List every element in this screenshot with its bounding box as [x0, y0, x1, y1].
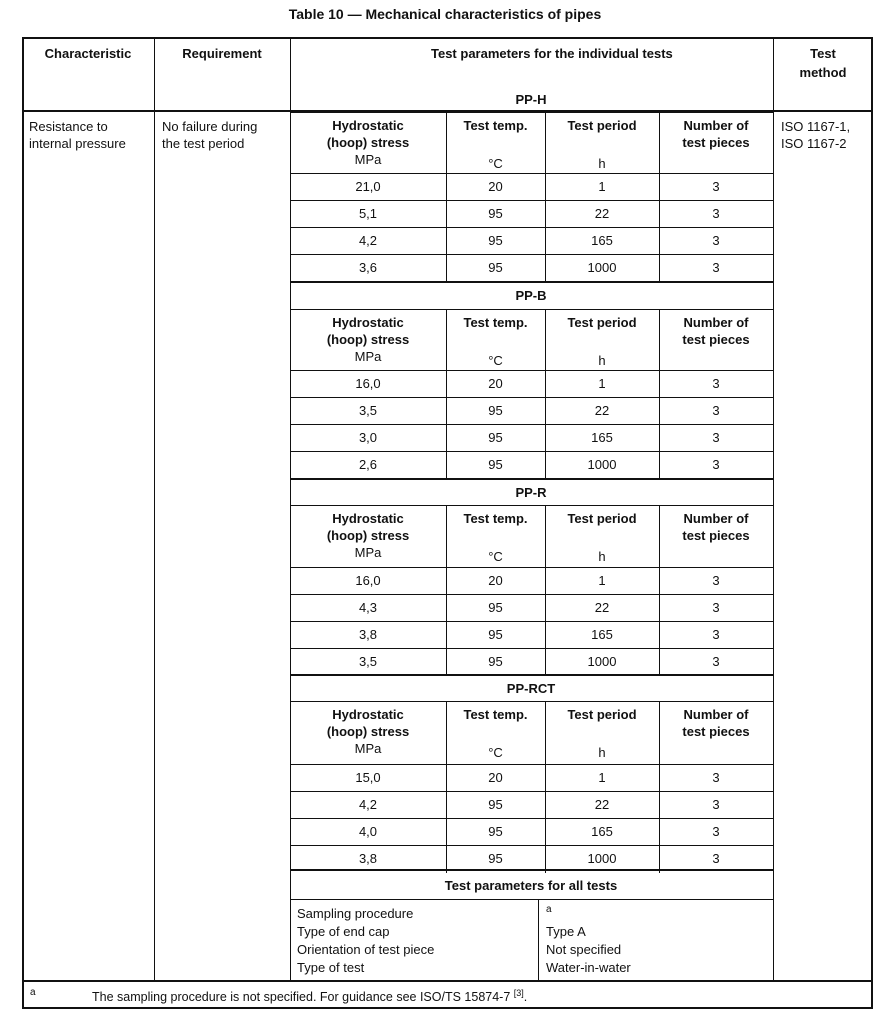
table-cell: 1 [598, 376, 606, 391]
all-tests-label: Orientation of test piece [297, 942, 435, 957]
col-header-stress-unit: MPa [354, 741, 382, 756]
footnote-body: The sampling procedure is not specified. For guidance see ISO/TS 15874-7 [92, 990, 514, 1004]
table-cell: 22 [594, 206, 610, 221]
table-cell: 95 [488, 457, 503, 472]
row-rule [290, 370, 773, 371]
col-header-temp-unit: °C [488, 353, 503, 368]
all-tests-rule [290, 869, 773, 871]
table-cell: 3,8 [358, 851, 378, 866]
all-tests-value: Not specified [546, 942, 622, 957]
table-cell: 1000 [587, 654, 617, 669]
material-rule [290, 674, 773, 676]
row-rule [290, 621, 773, 622]
col-header-stress: Hydrostatic [332, 707, 404, 722]
table-cell: 3 [712, 600, 720, 615]
table-cell: 20 [488, 573, 503, 588]
table-cell: 3 [712, 797, 720, 812]
table-cell: 20 [488, 770, 503, 785]
col-header-period: Test period [567, 315, 637, 330]
test-method-text: ISO 1167-2 [781, 136, 847, 151]
material-title: PP-R [515, 485, 547, 500]
row-rule [290, 451, 773, 452]
col-header-period-unit: h [598, 549, 606, 564]
material-title-rule [290, 309, 773, 310]
col-header-pieces: test pieces [682, 332, 750, 347]
row-rule [290, 818, 773, 819]
col-header-pieces: test pieces [682, 724, 750, 739]
all-tests-label: Type of end cap [297, 924, 390, 939]
table-cell: 3,8 [358, 627, 378, 642]
table-cell: 95 [488, 824, 503, 839]
header-requirement: Requirement [182, 46, 262, 61]
all-tests-label: Type of test [297, 960, 365, 975]
header-characteristic: Characteristic [44, 46, 132, 61]
material-title: PP-RCT [506, 681, 556, 696]
all-tests-title-rule [290, 899, 773, 900]
col-header-temp-unit: °C [488, 549, 503, 564]
characteristic-text: Resistance to [29, 119, 108, 134]
test-method-text: ISO 1167-1, [781, 119, 851, 134]
table-cell: 22 [594, 600, 610, 615]
row-rule [290, 227, 773, 228]
header-test-method: Test [810, 46, 836, 61]
table-cell: 3 [712, 206, 720, 221]
table-caption: Table 10 — Mechanical characteristics of pipes [288, 6, 602, 22]
col-header-stress: Hydrostatic [332, 511, 404, 526]
table-cell: 3,6 [358, 260, 378, 275]
table-cell: 165 [591, 824, 613, 839]
col-header-stress: (hoop) stress [326, 135, 410, 150]
table-cell: 165 [591, 233, 613, 248]
col-header-period: Test period [567, 707, 637, 722]
table-cell: 1 [598, 573, 606, 588]
column-divider [154, 37, 155, 981]
material-title-rule [290, 701, 773, 702]
table-cell: 95 [488, 600, 503, 615]
subcolumn-divider [545, 505, 546, 676]
all-tests-value: Type A [546, 924, 586, 939]
col-header-stress: Hydrostatic [332, 118, 404, 133]
table-cell: 3 [712, 627, 720, 642]
table-cell: 95 [488, 627, 503, 642]
table-cell: 3 [712, 260, 720, 275]
row-rule [290, 424, 773, 425]
subcolumn-divider [545, 701, 546, 873]
all-tests-value: a [546, 904, 552, 915]
subcolumn-divider [545, 309, 546, 480]
material-rule [290, 281, 773, 283]
col-header-temp: Test temp. [463, 315, 528, 330]
table-cell: 3,0 [358, 430, 378, 445]
table-cell: 165 [591, 627, 613, 642]
row-rule [290, 200, 773, 201]
table-cell: 3 [712, 851, 720, 866]
table-cell: 16,0 [355, 573, 381, 588]
table-cell: 4,0 [358, 824, 378, 839]
col-header-pieces: Number of [683, 511, 749, 526]
row-rule [290, 173, 773, 174]
table-cell: 3 [712, 824, 720, 839]
col-header-stress-unit: MPa [354, 545, 382, 560]
col-header-period-unit: h [598, 745, 606, 760]
table-cell: 4,2 [358, 797, 378, 812]
col-header-pieces: test pieces [682, 528, 750, 543]
header-test-method: method [799, 65, 847, 80]
footnote-text [92, 988, 527, 1006]
col-header-temp: Test temp. [463, 118, 528, 133]
table-cell: 1 [598, 770, 606, 785]
table-cell: 1000 [587, 851, 617, 866]
table-cell: 22 [594, 403, 610, 418]
row-rule [290, 845, 773, 846]
col-header-period: Test period [567, 511, 637, 526]
table-cell: 95 [488, 206, 503, 221]
material-rule [290, 478, 773, 480]
subcolumn-divider [545, 112, 546, 283]
footnote-mark: a [30, 987, 36, 998]
table-cell: 2,6 [358, 457, 378, 472]
table-cell: 3 [712, 430, 720, 445]
row-rule [290, 791, 773, 792]
col-header-period: Test period [567, 118, 637, 133]
col-header-temp-unit: °C [488, 745, 503, 760]
table-cell: 20 [488, 376, 503, 391]
col-header-period-unit: h [598, 353, 606, 368]
table-cell: 22 [594, 797, 610, 812]
col-header-temp: Test temp. [463, 707, 528, 722]
col-header-pieces: test pieces [682, 135, 750, 150]
material-title-rule [290, 112, 773, 113]
table-cell: 21,0 [355, 179, 381, 194]
row-rule [290, 594, 773, 595]
characteristic-text: internal pressure [29, 136, 126, 151]
col-header-temp-unit: °C [488, 156, 503, 171]
material-title: PP-H [515, 92, 547, 107]
row-rule [290, 397, 773, 398]
col-header-temp: Test temp. [463, 511, 528, 526]
table-cell: 16,0 [355, 376, 381, 391]
table-cell: 4,2 [358, 233, 378, 248]
col-header-stress: Hydrostatic [332, 315, 404, 330]
material-title-rule [290, 505, 773, 506]
col-header-pieces: Number of [683, 118, 749, 133]
table-cell: 4,3 [358, 600, 378, 615]
row-rule [290, 648, 773, 649]
table-cell: 165 [591, 430, 613, 445]
mechanical-characteristics-table [22, 37, 873, 1009]
table-cell: 3 [712, 654, 720, 669]
table-cell: 1000 [587, 457, 617, 472]
table-cell: 3 [712, 573, 720, 588]
all-tests-divider [538, 899, 539, 981]
all-tests-value: Water-in-water [546, 960, 631, 975]
material-title: PP-B [515, 288, 547, 303]
all-tests-label: Sampling procedure [297, 906, 414, 921]
requirement-text: the test period [162, 136, 245, 151]
footnote-reference: [3] [513, 987, 524, 998]
table-cell: 20 [488, 179, 503, 194]
table-cell: 3 [712, 770, 720, 785]
row-rule [290, 567, 773, 568]
table-cell: 3,5 [358, 403, 378, 418]
table-cell: 3 [712, 403, 720, 418]
table-cell: 95 [488, 233, 503, 248]
col-header-pieces: Number of [683, 315, 749, 330]
col-header-pieces: Number of [683, 707, 749, 722]
table-cell: 95 [488, 403, 503, 418]
col-header-stress: (hoop) stress [326, 724, 410, 739]
table-cell: 3 [712, 376, 720, 391]
col-header-stress-unit: MPa [354, 152, 382, 167]
table-cell: 95 [488, 430, 503, 445]
footnote-end: . [523, 990, 528, 1004]
table-cell: 3 [712, 233, 720, 248]
header-test-parameters: Test parameters for the individual tests [431, 46, 673, 61]
table-cell: 95 [488, 851, 503, 866]
col-header-stress: (hoop) stress [326, 332, 410, 347]
table-cell: 95 [488, 654, 503, 669]
requirement-text: No failure during [162, 119, 258, 134]
table-cell: 5,1 [358, 206, 378, 221]
row-rule [290, 254, 773, 255]
row-rule [290, 764, 773, 765]
all-tests-title: Test parameters for all tests [444, 878, 618, 893]
table-cell: 95 [488, 797, 503, 812]
col-header-stress: (hoop) stress [326, 528, 410, 543]
table-cell: 15,0 [355, 770, 381, 785]
footnote-rule [22, 980, 873, 982]
table-cell: 3 [712, 457, 720, 472]
table-cell: 1 [598, 179, 606, 194]
table-cell: 3 [712, 179, 720, 194]
col-header-period-unit: h [598, 156, 606, 171]
table-cell: 1000 [587, 260, 617, 275]
col-header-stress-unit: MPa [354, 349, 382, 364]
table-cell: 3,5 [358, 654, 378, 669]
table-cell: 95 [488, 260, 503, 275]
